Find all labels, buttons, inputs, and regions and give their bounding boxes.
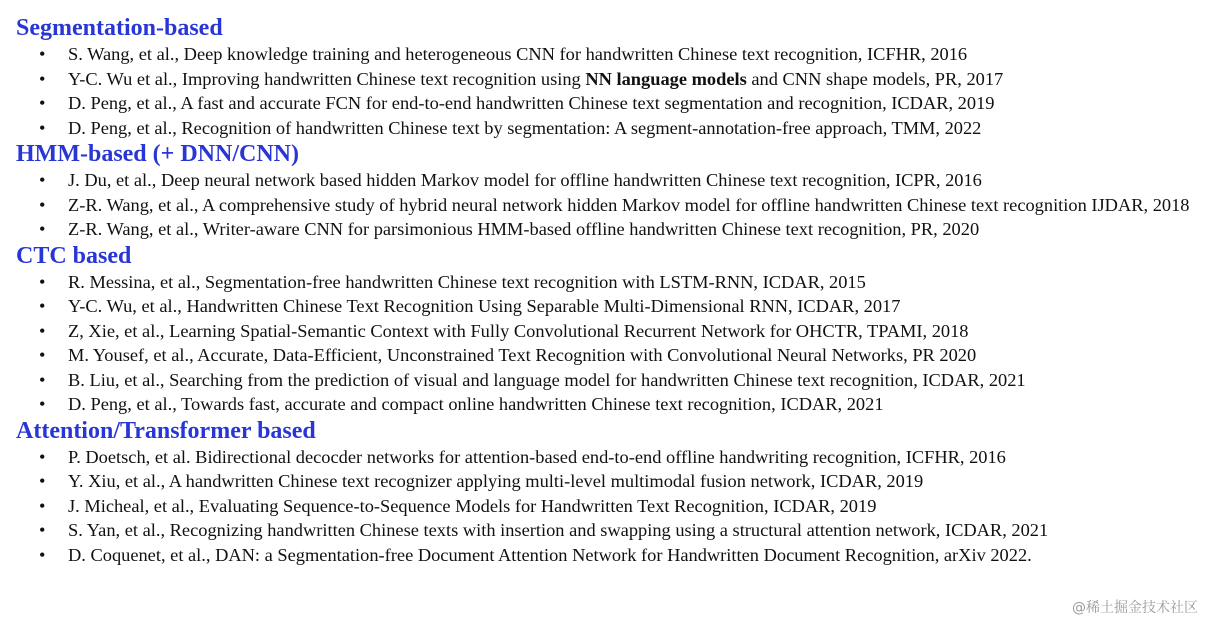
reference-item — [39, 319, 1202, 344]
reference-item — [39, 494, 1202, 519]
reference-text: D. Coquenet, et al., DAN: a Segmentation-free Document Attention Network for Handwritten Document Recognition, arXiv 2022. — [68, 544, 1032, 565]
section-heading: Segmentation-based — [16, 15, 223, 41]
reference-text: S. Wang, et al., Deep knowledge training and heterogeneous CNN for handwritten Chinese text recognition, ICFHR, 2016 — [68, 44, 968, 64]
reference-text: Z-R. Wang, et al., Writer-aware CNN for parsimonious HMM-based offline handwritten Chinese text recognition, PR, 2020 — [68, 219, 980, 239]
reference-item — [39, 543, 1202, 568]
reference-text: D. Peng, et al., Towards fast, accurate and compact online handwritten Chinese text recognition, ICDAR, 2021 — [68, 394, 884, 414]
reference-item — [39, 67, 1202, 92]
reference-text-tail: and CNN shape models, PR, 2017 — [746, 68, 1004, 89]
section-heading: Attention/Transformer based — [16, 417, 316, 444]
reference-emphasis: NN language models — [585, 68, 747, 89]
reference-text: Y-C. Wu et al., Improving handwritten Chinese text recognition using — [68, 68, 586, 89]
reference-item — [39, 445, 1202, 470]
bullet: • — [39, 68, 46, 89]
reference-text: J. Du, et al., Deep neural network based hidden Markov model for offline handwritten Chinese text recognition, ICPR, 2016 — [68, 170, 982, 190]
reference-text: Z, Xie, et al., Learning Spatial-Semantic Context with Fully Convolutional Recurrent Network for OHCTR, TPAMI, 2018 — [68, 320, 969, 341]
bullet: • — [39, 446, 46, 467]
bullet: • — [39, 117, 46, 138]
section-heading: HMM-based (+ DNN/CNN) — [16, 141, 299, 167]
reference-item — [39, 392, 1202, 417]
bullet: • — [39, 170, 46, 190]
reference-text: D. Peng, et al., Recognition of handwritten Chinese text by segmentation: A segment-annotation-free approach, TMM, 2022 — [68, 117, 982, 138]
reference-text: P. Doetsch, et al. Bidirectional decocder networks for attention-based end-to-end offline handwriting recognition, ICFHR, 2016 — [68, 446, 1006, 467]
bullet: • — [39, 44, 46, 64]
bullet: • — [39, 194, 46, 215]
section-heading: CTC based — [16, 242, 132, 269]
bullet: • — [39, 271, 46, 292]
reference-text: M. Yousef, et al., Accurate, Data-Efficient, Unconstrained Text Recognition with Convolutional Neural Networks, PR 2020 — [68, 345, 977, 365]
bullet: • — [39, 369, 46, 390]
reference-text: D. Peng, et al., A fast and accurate FCN for end-to-end handwritten Chinese text segmentation and recognition, ICDAR, 2019 — [68, 93, 995, 113]
reference-item — [39, 469, 1202, 494]
bullet: • — [39, 520, 46, 540]
reference-item — [39, 270, 1202, 295]
bullet: • — [39, 471, 46, 491]
reference-list — [16, 270, 1202, 417]
reference-text: R. Messina, et al., Segmentation-free handwritten Chinese text recognition with LSTM-RNN, ICDAR, 2015 — [68, 271, 866, 292]
section-ctc — [16, 242, 1202, 417]
reference-item — [39, 168, 1202, 193]
reference-list — [16, 445, 1202, 568]
reference-item — [39, 294, 1202, 319]
slide-content — [16, 14, 1202, 567]
reference-text: B. Liu, et al., Searching from the prediction of visual and language model for handwritten Chinese text recognition, ICDAR, 2021 — [68, 369, 1026, 390]
section-attention — [16, 417, 1202, 568]
bullet: • — [39, 219, 46, 239]
reference-text: J. Micheal, et al., Evaluating Sequence-to-Sequence Models for Handwritten Text Recognition, ICDAR, 2019 — [68, 495, 877, 516]
reference-text: S. Yan, et al., Recognizing handwritten Chinese texts with insertion and swapping using a structural attention network, ICDAR, 2021 — [68, 520, 1049, 540]
reference-item — [39, 217, 1202, 242]
reference-text: Z-R. Wang, et al., A comprehensive study of hybrid neural network hidden Markov model for offline handwritten Chinese text recognition IJDAR, 2018 — [68, 194, 1190, 215]
reference-list — [16, 168, 1202, 242]
bullet: • — [39, 394, 46, 414]
section-hmm — [16, 140, 1202, 242]
reference-item — [39, 193, 1206, 218]
reference-item — [39, 91, 1202, 116]
reference-text: Y-C. Wu, et al., Handwritten Chinese Text Recognition Using Separable Multi-Dimensional RNN, ICDAR, 2017 — [68, 296, 901, 316]
reference-item — [39, 343, 1202, 368]
watermark: @稀土掘金技术社区 — [1072, 600, 1198, 616]
bullet: • — [39, 93, 46, 113]
bullet: • — [39, 320, 46, 341]
reference-list — [16, 42, 1202, 140]
reference-item — [39, 368, 1202, 393]
reference-item — [39, 518, 1202, 543]
bullet: • — [39, 544, 46, 565]
reference-text: Y. Xiu, et al., A handwritten Chinese text recognizer applying multi-level multimodal fusion network, ICDAR, 2019 — [68, 471, 924, 491]
section-segmentation — [16, 14, 1202, 140]
reference-item — [39, 116, 1202, 141]
bullet: • — [39, 345, 46, 365]
bullet: • — [39, 495, 46, 516]
reference-item — [39, 42, 1202, 67]
bullet: • — [39, 296, 46, 316]
